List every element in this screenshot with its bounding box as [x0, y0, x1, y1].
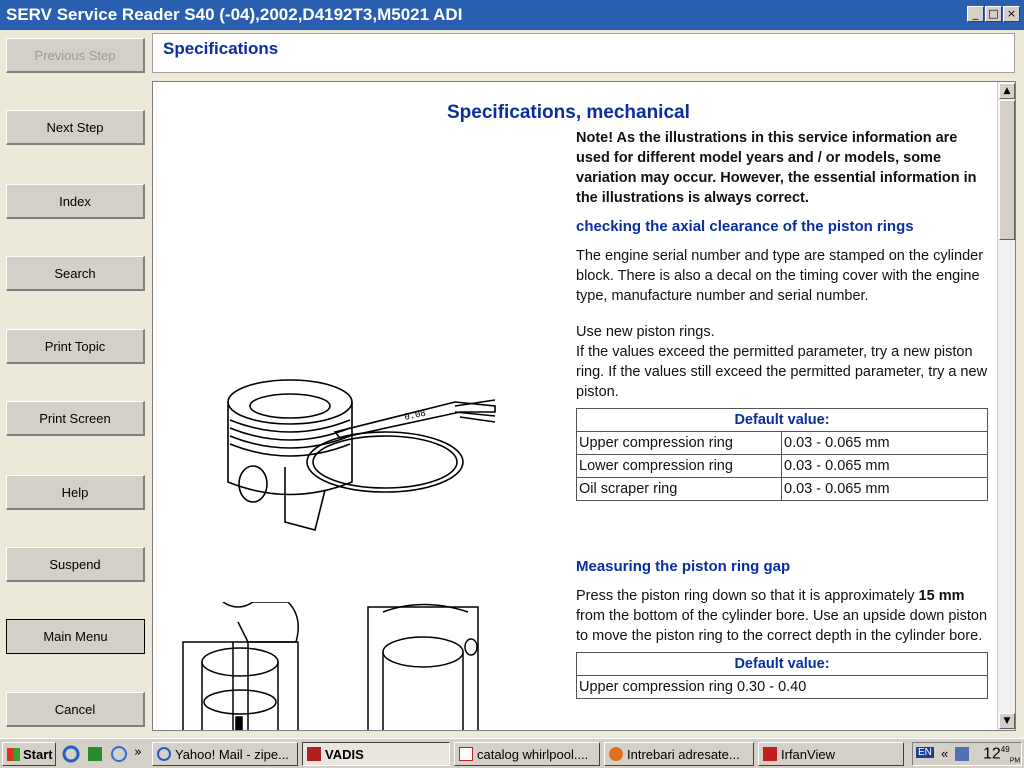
minimize-button[interactable]: _	[967, 6, 984, 22]
tray-expand-chevron[interactable]: «	[941, 746, 949, 761]
ring-gap-text-before: Press the piston ring down so that it is approximately	[576, 588, 915, 604]
irfanview-icon	[763, 747, 777, 761]
left-navigation	[0, 30, 150, 738]
permitted-parameter-paragraph: If the values exceed the permitted parameter, try a new piston ring. If the values still exceed the permitted parameter, try a new piston.	[576, 344, 988, 400]
language-indicator[interactable]: EN	[918, 747, 932, 758]
section-heading-ring-gap: Measuring the piston ring gap	[576, 558, 791, 575]
feeler-gauge-label: 0.08	[403, 408, 427, 423]
piston-ring-clearance-illustration	[215, 372, 505, 542]
table-row	[577, 455, 988, 478]
taskbar-item-catalog[interactable]	[454, 742, 600, 766]
scroll-down-arrow-icon[interactable]: ▼	[999, 713, 1015, 729]
browser-icon	[157, 747, 171, 761]
table-header: Default value:	[577, 409, 988, 432]
document-title: Specifications, mechanical	[447, 102, 690, 123]
table-cell-label: Lower compression ring	[577, 455, 782, 478]
new-rings-line: Use new piston rings.	[576, 324, 715, 340]
print-screen-button[interactable]: Print Screen	[6, 401, 145, 436]
window-title: SERV Service Reader S40 (-04),2002,D4192T3,M5021 ADI	[6, 5, 463, 24]
content-pane	[152, 81, 1016, 731]
task-label: catalog whirlpool....	[477, 746, 589, 762]
table-row	[577, 478, 988, 501]
table-cell-value: 0.03 - 0.065 mm	[782, 455, 988, 478]
task-label: IrfanView	[781, 746, 835, 762]
clock[interactable]	[983, 745, 1020, 765]
ie-quicklaunch-icon[interactable]	[62, 745, 80, 763]
ring-gap-paragraph	[576, 586, 994, 646]
taskbar	[0, 738, 1024, 768]
start-label: Start	[23, 746, 53, 762]
ring-gap-depth: 15 mm	[918, 588, 965, 604]
taskbar-item-intrebari[interactable]	[604, 742, 754, 766]
vertical-scrollbar[interactable]	[997, 82, 1015, 730]
next-step-button[interactable]: Next Step	[6, 110, 145, 145]
maximize-button[interactable]: □	[985, 6, 1002, 22]
main-menu-button[interactable]: Main Menu	[6, 619, 145, 654]
taskbar-item-irfanview[interactable]	[758, 742, 904, 766]
vadis-icon	[307, 747, 321, 761]
help-button[interactable]: Help	[6, 475, 145, 510]
clock-hour: 12	[983, 745, 1001, 763]
close-button[interactable]: ×	[1003, 6, 1020, 22]
pdf-icon	[459, 747, 473, 761]
table-cell-value: 0.03 - 0.065 mm	[782, 432, 988, 455]
table-cell-value: 0.03 - 0.065 mm	[782, 478, 988, 501]
header-pane	[152, 33, 1015, 73]
section-heading-axial-clearance: checking the axial clearance of the piston rings	[576, 218, 914, 235]
ring-gap-table	[576, 652, 988, 699]
search-button[interactable]: Search	[6, 256, 145, 291]
previous-step-button[interactable]: Previous Step	[6, 38, 145, 73]
system-tray	[912, 742, 1022, 766]
clock-minutes: 49	[1000, 745, 1010, 754]
taskbar-item-yahoo-mail[interactable]	[152, 742, 298, 766]
network-icon[interactable]	[955, 747, 969, 761]
piston-ring-gap-illustration	[178, 602, 498, 731]
task-label: Yahoo! Mail - zipe...	[175, 746, 289, 762]
page-title: Specifications	[163, 39, 279, 58]
scrollbar-thumb[interactable]	[999, 100, 1015, 240]
green-app-quicklaunch-icon[interactable]	[86, 745, 104, 763]
table-header: Default value:	[577, 653, 988, 676]
task-label: VADIS	[325, 746, 364, 762]
start-button[interactable]	[2, 742, 56, 766]
windows-logo-icon	[7, 748, 20, 761]
title-bar	[0, 0, 1024, 30]
note-text: Note! As the illustrations in this service information are used for different model years and / or models, some variation may occur. However, the essential information in the illustrations is always correct.	[576, 130, 977, 206]
document-text	[576, 128, 994, 699]
engine-serial-paragraph: The engine serial number and type are stamped on the cylinder block. There is also a decal on the timing cover with the engine type, manufacture number and serial number.	[576, 248, 984, 304]
firefox-icon	[609, 747, 623, 761]
index-button[interactable]: Index	[6, 184, 145, 219]
table-row	[577, 432, 988, 455]
table-cell-label: Upper compression ring	[577, 432, 782, 455]
suspend-button[interactable]: Suspend	[6, 547, 145, 582]
task-label: Intrebari adresate...	[627, 746, 740, 762]
table-cell-label: Upper compression ring 0.30 - 0.40	[577, 676, 988, 699]
print-topic-button[interactable]: Print Topic	[6, 329, 145, 364]
scroll-up-arrow-icon[interactable]: ▲	[999, 83, 1015, 99]
clock-ampm: PM	[1009, 757, 1021, 765]
ring-gap-text-after: from the bottom of the cylinder bore. Use an upside down piston to move the piston ring to the correct depth in the cylinder bore.	[576, 608, 988, 644]
quicklaunch-overflow-icon[interactable]: »	[134, 745, 142, 760]
table-row	[577, 676, 988, 699]
cancel-button[interactable]: Cancel	[6, 692, 145, 727]
taskbar-item-vadis[interactable]	[302, 742, 450, 766]
axial-clearance-table	[576, 408, 988, 501]
table-cell-label: Oil scraper ring	[577, 478, 782, 501]
window-controls	[967, 6, 1020, 22]
ie-browser-quicklaunch-icon[interactable]	[110, 745, 128, 763]
